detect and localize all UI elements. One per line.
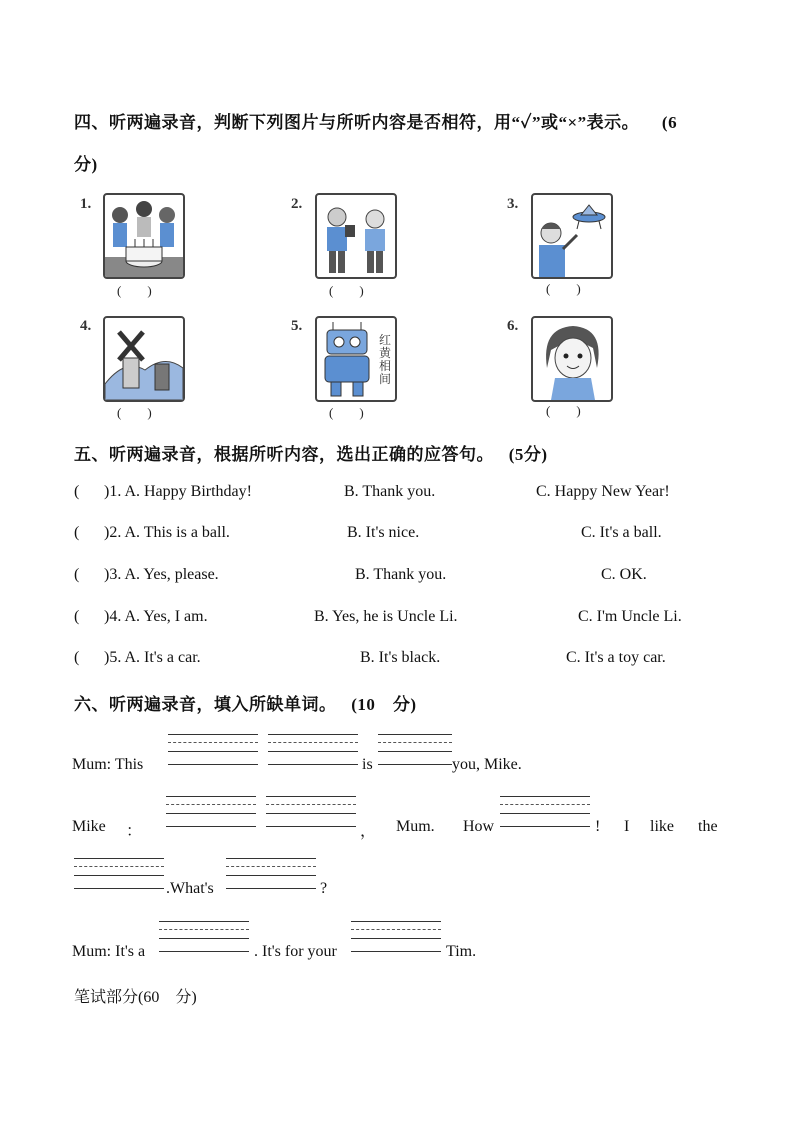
item-number: 4. — [80, 318, 92, 334]
girl-face-icon — [531, 316, 613, 402]
fill-text: like — [650, 818, 674, 835]
fill-text: is — [362, 756, 373, 773]
question-option-b: B. Yes, he is Uncle Li. — [314, 608, 458, 625]
fill-text: How — [463, 818, 495, 835]
question-option-c: C. It's a toy car. — [566, 649, 666, 666]
written-part-title: 笔试部分(60 分) — [74, 989, 197, 1006]
item-number: 5. — [291, 318, 303, 334]
question-paren[interactable]: ( — [74, 566, 80, 583]
fill-text: . It's for your — [254, 943, 337, 960]
fill-text: I — [624, 818, 630, 835]
question-option-c: C. OK. — [601, 566, 647, 583]
section4-score: (6 — [661, 113, 678, 132]
robot-side-text: 红黄相间 — [379, 333, 392, 386]
question-option-a: )1. A. Happy Birthday! — [104, 483, 252, 500]
question-option-a: )5. A. It's a car. — [104, 649, 201, 666]
item-number: 3. — [507, 196, 519, 212]
fill-text: ： — [126, 823, 143, 840]
windmill-icon — [103, 316, 185, 402]
fill-text: Mum: This — [72, 756, 144, 773]
question-option-c: C. It's a ball. — [581, 524, 662, 541]
question-option-c: C. I'm Uncle Li. — [578, 608, 682, 625]
question-paren[interactable]: ( — [74, 483, 80, 500]
question-option-b: B. Thank you. — [355, 566, 447, 583]
boy-pointing-icon — [531, 193, 613, 279]
item-number: 2. — [291, 196, 303, 212]
answer-paren[interactable]: ( ) — [117, 283, 152, 298]
section6-heading — [74, 690, 417, 715]
question-paren[interactable]: ( — [74, 524, 80, 541]
fill-text: ! — [595, 818, 601, 835]
section5-heading — [74, 440, 548, 465]
fill-text: Tim. — [446, 943, 477, 960]
section4-heading — [74, 108, 677, 133]
robot-icon — [315, 316, 397, 402]
fill-text: Mike — [72, 818, 106, 835]
item-number: 6. — [507, 318, 519, 334]
answer-paren[interactable]: ( ) — [329, 283, 364, 298]
answer-paren[interactable]: ( ) — [546, 281, 581, 296]
birthday-cake-icon — [103, 193, 185, 279]
question-paren[interactable]: ( — [74, 608, 80, 625]
question-option-a: )4. A. Yes, I am. — [104, 608, 208, 625]
children-talking-icon — [315, 193, 397, 279]
answer-paren[interactable]: ( ) — [329, 405, 364, 420]
fill-text: .What's — [166, 880, 214, 897]
section5-score: (5分) — [508, 445, 548, 464]
question-option-a: )3. A. Yes, please. — [104, 566, 219, 583]
section5-heading-text: 五、听两遍录音，根据所听内容，选出正确的应答句。 — [74, 445, 494, 464]
section4-score-unit: 分) — [74, 155, 98, 174]
section4-heading-text: 四、听两遍录音，判断下列图片与所听内容是否相符，用“✓”或“×”表示。 — [74, 113, 640, 132]
item-number: 1. — [80, 196, 92, 212]
fill-text: ? — [320, 880, 328, 897]
question-paren[interactable]: ( — [74, 649, 80, 666]
fill-text: the — [698, 818, 718, 835]
question-option-b: B. Thank you. — [344, 483, 436, 500]
fill-text: ， — [360, 823, 377, 840]
section6-heading-text: 六、听两遍录音，填入所缺单词。 — [74, 695, 337, 714]
question-option-b: B. It's black. — [360, 649, 441, 666]
answer-paren[interactable]: ( ) — [117, 405, 152, 420]
section6-score: (10 分) — [351, 695, 417, 714]
answer-paren[interactable]: ( ) — [546, 403, 581, 418]
fill-text: Mum: It's a — [72, 943, 146, 960]
question-option-b: B. It's nice. — [347, 524, 420, 541]
question-option-a: )2. A. This is a ball. — [104, 524, 230, 541]
fill-text: Mum. — [396, 818, 435, 835]
question-option-c: C. Happy New Year! — [536, 483, 670, 500]
fill-text: you, Mike. — [452, 756, 522, 773]
